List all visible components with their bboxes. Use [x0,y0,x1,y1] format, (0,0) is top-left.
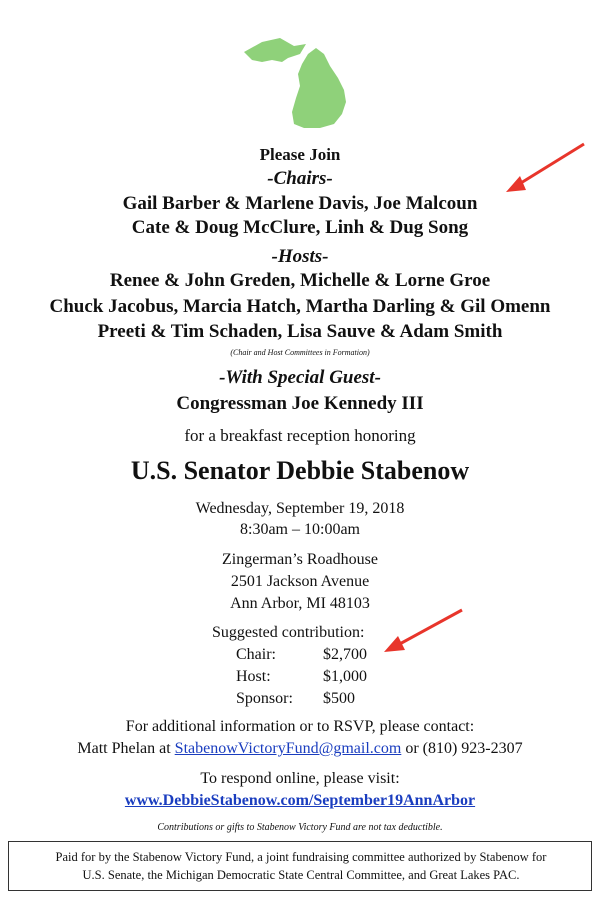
hosts-heading: -Hosts- [271,246,329,267]
contribution-chair-label: Chair: [236,646,276,663]
rsvp-url-link[interactable]: www.DebbieStabenow.com/September19AnnArbor [124,792,476,809]
special-guest-heading: -With Special Guest- [219,367,381,388]
special-guest-name: Congressman Joe Kennedy III [176,393,424,414]
contact-info-line: For additional information or to RSVP, please contact: [125,718,475,735]
chairs-heading: -Chairs- [267,168,333,189]
contribution-host-label: Host: [236,668,271,685]
rsvp-url-wrapper [0,792,600,810]
contribution-host-amount: $1,000 [323,668,367,685]
venue-address-1: 2501 Jackson Avenue [230,573,370,590]
hosts-line-3: Preeti & Tim Schaden, Lisa Sauve & Adam Smith [97,321,503,342]
contribution-chair-amount: $2,700 [323,646,367,663]
hosts-line-1: Renee & John Greden, Michelle & Lorne Groe [109,270,491,291]
please-join-text: Please Join [259,145,341,164]
red-arrow-icon [500,140,590,200]
contribution-sponsor-label: Sponsor: [236,690,293,707]
venue-address-2: Ann Arbor, MI 48103 [230,595,370,612]
chairs-line-1: Gail Barber & Marlene Davis, Joe Malcoun [122,193,478,214]
michigan-map-icon [242,32,358,132]
footer-line-2: U.S. Senate, the Michigan Democratic State Central Committee, and Great Lakes PAC. [82,868,520,882]
event-time: 8:30am – 10:00am [240,521,360,538]
contact-line [0,740,600,758]
tax-disclaimer: Contributions or gifts to Stabenow Victory Fund are not tax deductible. [157,822,443,833]
chairs-line-2: Cate & Doug McClure, Linh & Dug Song [131,217,469,238]
event-date: Wednesday, September 19, 2018 [195,500,405,517]
contact-name: Matt Phelan at [77,740,175,757]
reception-line: for a breakfast reception honoring [184,426,416,445]
contact-phone: or (810) 923-2307 [401,740,523,757]
paid-for-by-box [8,841,592,891]
honoree-name: U.S. Senator Debbie Stabenow [130,456,470,485]
footer-line-1: Paid for by the Stabenow Victory Fund, a joint fundraising committee authorized by Stabenow for [55,850,547,864]
hosts-line-2: Chuck Jacobus, Marcia Hatch, Martha Darling & Gil Omenn [49,296,551,317]
venue-name: Zingerman’s Roadhouse [222,551,378,568]
contact-email-link[interactable]: StabenowVictoryFund@gmail.com [174,740,402,757]
committees-note: (Chair and Host Committees in Formation) [230,348,370,357]
red-arrow-icon [378,606,468,656]
respond-online-line: To respond online, please visit: [200,770,400,787]
contribution-sponsor-amount: $500 [323,690,355,707]
contribution-heading: Suggested contribution: [212,624,365,641]
